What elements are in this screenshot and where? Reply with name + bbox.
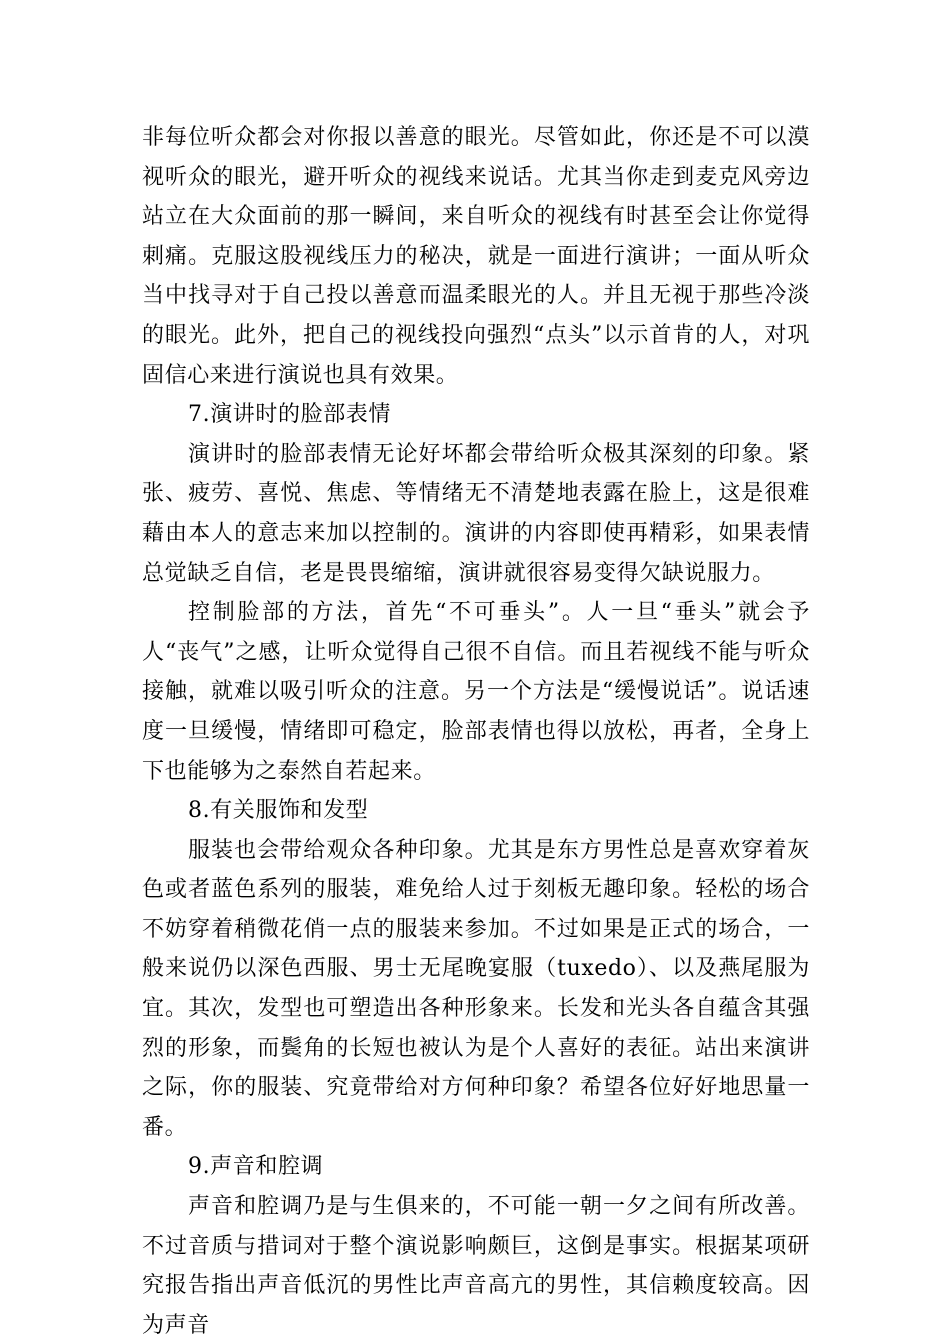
section-heading-voice-tone: 9.声音和腔调 <box>188 1154 324 1180</box>
paragraph-voice-tone: 声音和腔调乃是与生俱来的，不可能一朝一夕之间有所改善。不过音质与措词对于整个演说影响颇巨，这倒是事实。根据某项研究报告指出声音低沉的男性比声音高亢的男性，其信赖度较高。因为声音 <box>142 1194 810 1338</box>
document-body <box>142 118 810 1344</box>
paragraph-eye-contact-continued: 非每位听众都会对你报以善意的眼光。尽管如此，你还是不可以漠视听众的眼光，避开听众的视线来说话。尤其当你走到麦克风旁边站立在大众面前的那一瞬间，来自听众的视线有时甚至会让你觉得刺痛。克服这股视线压力的秘决，就是一面进行演讲；一面从听众当中找寻对于自己投以善意而温柔眼光的人。并且无视于那些冷淡的眼光。此外，把自己的视线投向强烈“点头”以示首肯的人，对巩固信心来进行演说也具有效果。 <box>142 125 810 388</box>
section-heading-facial-expression: 7.演讲时的脸部表情 <box>188 402 391 428</box>
paragraph-facial-control-methods: 控制脸部的方法，首先“不可垂头”。人一旦“垂头”就会予人“丧气”之感，让听众觉得自己很不自信。而且若视线不能与听众接触，就难以吸引听众的注意。另一个方法是“缓慢说话”。说话速度一旦缓慢，情绪即可稳定，脸部表情也得以放松，再者，全身上下也能够为之泰然自若起来。 <box>142 600 810 784</box>
paragraph-clothing-hairstyle: 服装也会带给观众各种印象。尤其是东方男性总是喜欢穿着灰色或者蓝色系列的服装，难免给人过于刻板无趣印象。轻松的场合不妨穿着稍微花俏一点的服装来参加。不过如果是正式的场合，一般来说仍以深色西服、男士无尾晚宴服（tuxedo）、以及燕尾服为宜。其次，发型也可塑造出各种形象来。长发和光头各自蕴含其强烈的形象，而鬓角的长短也被认为是个人喜好的表征。站出来演讲之际，你的服装、究竟带给对方何种印象？希望各位好好地思量一番。 <box>142 837 810 1140</box>
paragraph-facial-expression-impact: 演讲时的脸部表情无论好坏都会带给听众极其深刻的印象。紧张、疲劳、喜悦、焦虑、等情绪无不清楚地表露在脸上，这是很难藉由本人的意志来加以控制的。演讲的内容即使再精彩，如果表情总觉缺乏自信，老是畏畏缩缩，演讲就很容易变得欠缺说服力。 <box>142 441 810 586</box>
section-heading-clothing-hairstyle: 8.有关服饰和发型 <box>188 798 369 824</box>
